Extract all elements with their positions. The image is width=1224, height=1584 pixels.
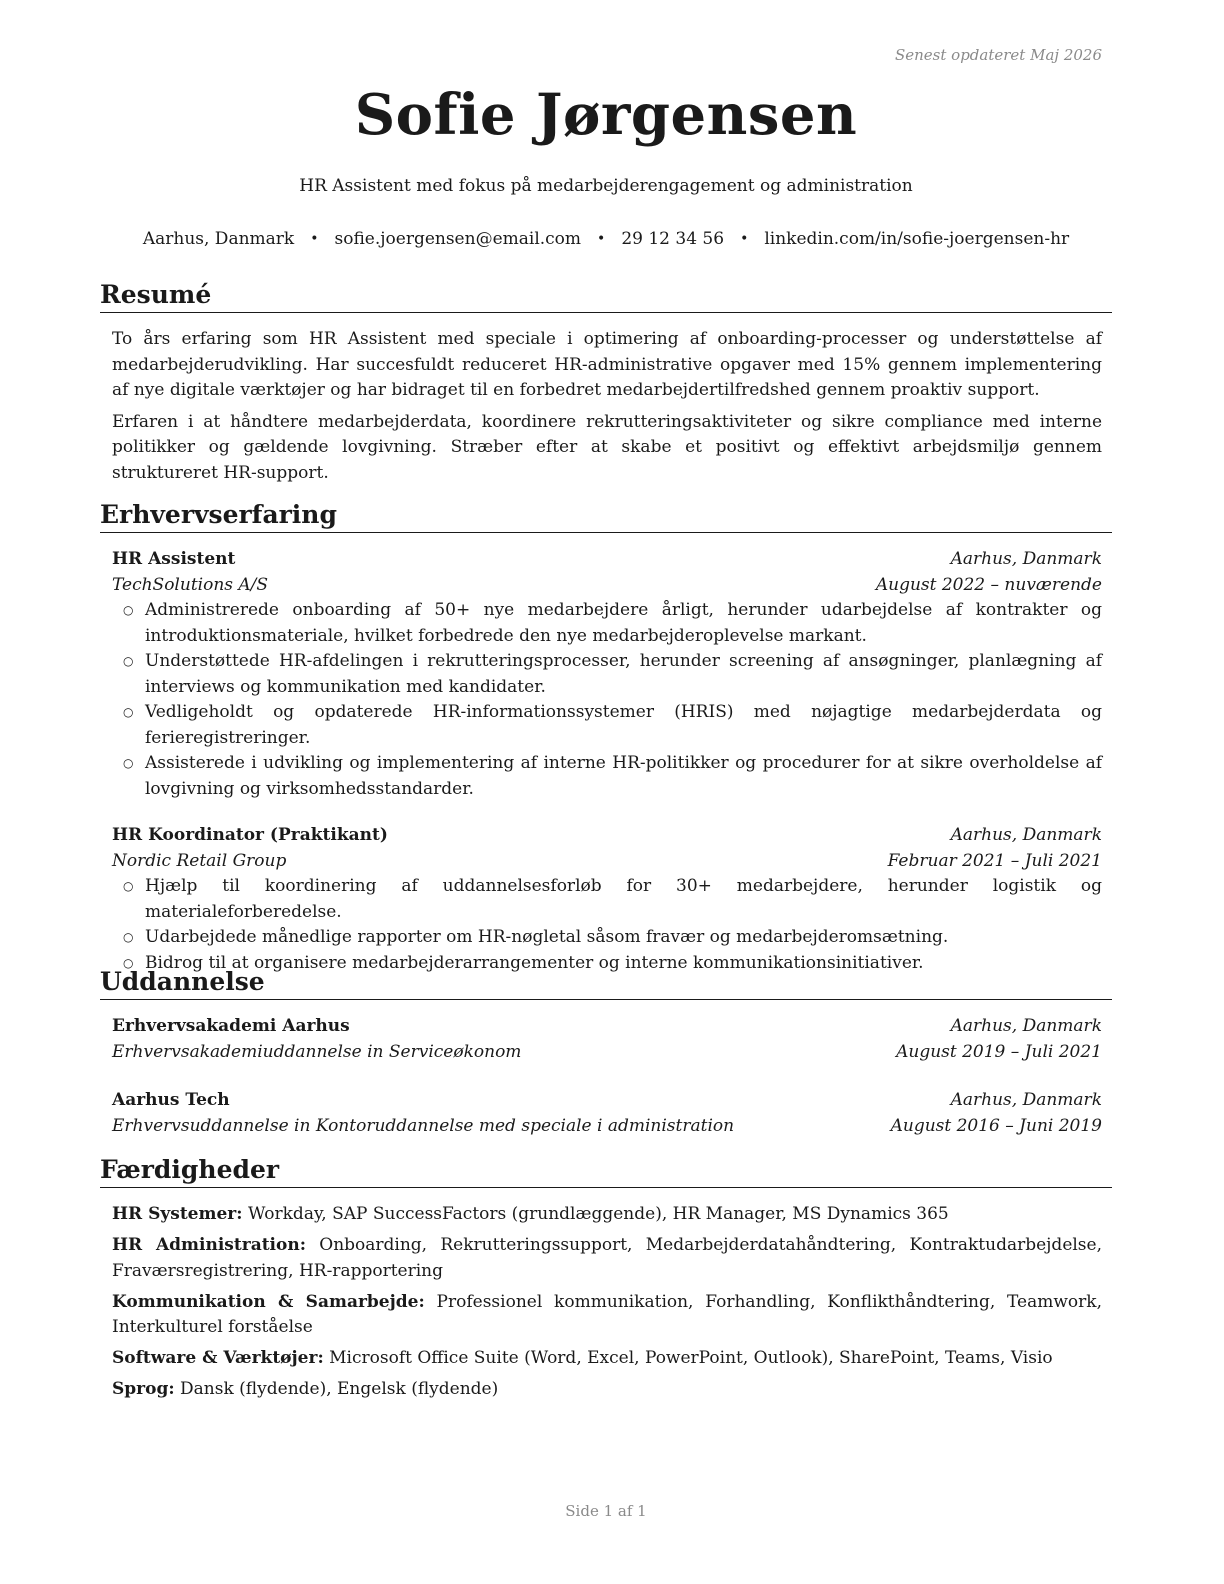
job-location: Aarhus, Danmark — [950, 549, 1102, 569]
job-entry — [112, 547, 1102, 802]
circle-bullet-icon: ○ — [123, 756, 134, 770]
job-bullets — [112, 598, 1102, 802]
section-title: Erhvervserfaring — [100, 500, 1112, 533]
skill-label: Software & Værktøjer: — [112, 1348, 324, 1368]
degree-name: Erhvervsakademiuddannelse in Serviceøkonom — [112, 1041, 522, 1062]
candidate-name: Sofie Jørgensen — [354, 82, 858, 148]
job-title: HR Koordinator (Praktikant) — [112, 825, 388, 845]
last-updated: Senest opdateret Maj 2026 — [894, 46, 1102, 64]
education-dates: August 2019 – Juli 2021 — [896, 1041, 1102, 1062]
separator-bullet: • — [310, 231, 319, 247]
company-name: Nordic Retail Group — [112, 850, 287, 871]
circle-bullet-icon: ○ — [123, 603, 134, 617]
separator-bullet: • — [740, 231, 749, 247]
job-entry — [112, 823, 1102, 976]
skill-label: Kommunikation & Samarbejde: — [112, 1291, 425, 1312]
section-title: Resumé — [100, 280, 1112, 313]
list-item: ○ Hjælp til koordinering af uddannelsesforløb for 30+ medarbejdere, herunder logistik og materialeforberedelse. — [123, 876, 1102, 922]
list-item: ○ Administrerede onboarding af 50+ nye medarbejdere årligt, herunder udarbejdelse af kontrakter og introduktionsmateriale, hvilket forbedrede den nye medarbejderoplevelse markant. — [123, 600, 1102, 646]
skill-row — [112, 1290, 1102, 1341]
school-location: Aarhus, Danmark — [950, 1016, 1102, 1036]
skill-label: Sprog: — [112, 1379, 175, 1399]
circle-bullet-icon: ○ — [123, 930, 134, 944]
skill-label: HR Administration: — [112, 1235, 306, 1255]
degree-name: Erhvervsuddannelse in Kontoruddannelse med speciale i administration — [112, 1115, 735, 1136]
section-experience — [100, 500, 1112, 976]
job-title: HR Assistent — [112, 549, 236, 569]
skill-text: Microsoft Office Suite (Word, Excel, PowerPoint, Outlook), SharePoint, Teams, Visio — [329, 1348, 1053, 1368]
list-item: ○ Assisterede i udvikling og implementering af interne HR-politikker og procedurer for at sikre overholdelse af lovgivning og virksomhedsstandarder. — [123, 753, 1102, 799]
separator-bullet: • — [597, 231, 606, 247]
section-title: Færdigheder — [100, 1155, 1112, 1188]
company-name: TechSolutions A/S — [112, 574, 269, 595]
education-entry — [112, 1088, 1102, 1139]
contact-phone[interactable]: 29 12 34 56 — [621, 229, 725, 249]
headline: HR Assistent med fokus på medarbejderengagement og administration — [299, 176, 913, 196]
list-item: ○ Vedligeholdt og opdaterede HR-informationssystemer (HRIS) med nøjagtige medarbejderdata og ferieregistreringer. — [123, 702, 1102, 748]
page-number: Side 1 af 1 — [565, 1502, 647, 1520]
skill-text: Professionel kommunikation, Forhandling, Konflikthåndtering, Teamwork, Interkulturel forståelse — [112, 1291, 1102, 1337]
contact-location: Aarhus, Danmark — [142, 229, 295, 249]
skill-row — [112, 1377, 1102, 1403]
list-item: ○ Bidrog til at organisere medarbejderarrangementer og interne kommunikationsinitiativer. — [112, 951, 1102, 977]
circle-bullet-icon: ○ — [123, 955, 134, 970]
education-entry — [112, 1014, 1102, 1065]
job-location: Aarhus, Danmark — [950, 825, 1102, 845]
circle-bullet-icon: ○ — [123, 705, 134, 719]
list-item: ○ Udarbejdede månedlige rapporter om HR-nøgletal såsom fravær og medarbejderomsætning. — [112, 925, 1102, 951]
school-name: Aarhus Tech — [112, 1090, 230, 1110]
section-education — [100, 967, 1112, 1139]
job-bullets — [112, 874, 1102, 976]
skill-text: Dansk (flydende), Engelsk (flydende) — [180, 1379, 499, 1399]
circle-bullet-icon: ○ — [123, 879, 134, 893]
section-skills — [100, 1155, 1112, 1403]
circle-bullet-icon: ○ — [123, 654, 134, 668]
skill-row — [112, 1202, 1102, 1228]
resume-page — [100, 0, 1112, 1584]
skill-label: HR Systemer: — [112, 1204, 243, 1224]
school-location: Aarhus, Danmark — [950, 1090, 1102, 1110]
school-name: Erhvervsakademi Aarhus — [112, 1016, 350, 1036]
education-dates: August 2016 – Juni 2019 — [890, 1115, 1102, 1136]
contact-email[interactable]: sofie.joergensen@email.com — [334, 229, 582, 249]
resume-paragraph: To års erfaring som HR Assistent med speciale i optimering af onboarding-processer og understøttelse af medarbejderudvikling. Har succesfuldt reduceret HR-administrative opgaver med 15% gennem implementering af nye digitale værktøjer og har bidraget til en forbedret medarbejdertilfredshed gennem proaktiv support. — [112, 329, 1102, 400]
skill-text: Onboarding, Rekrutteringssupport, Medarbejderdatahåndtering, Kontraktudarbejdelse, Fraværsregistrering, HR-rapportering — [112, 1235, 1102, 1281]
resume-paragraph: Erfaren i at håndtere medarbejderdata, koordinere rekrutteringsaktiviteter og sikre compliance med interne politikker og gældende lovgivning. Stræber efter at skabe et positivt og effektivt arbejdsmiljø gennem struktureret HR-support. — [112, 411, 1102, 483]
list-item: ○ Understøttede HR-afdelingen i rekrutteringsprocesser, herunder screening af ansøgninger, planlægning af interviews og kommunikation med kandidater. — [123, 651, 1102, 697]
skill-row — [112, 1346, 1102, 1372]
job-dates: Februar 2021 – Juli 2021 — [887, 850, 1102, 871]
contact-linkedin[interactable]: linkedin.com/in/sofie-joergensen-hr — [764, 229, 1070, 249]
section-title: Uddannelse — [100, 967, 1112, 1000]
skill-row — [112, 1233, 1102, 1284]
job-dates: August 2022 – nuværende — [875, 574, 1102, 595]
skill-text: Workday, SAP SuccessFactors (grundlæggende), HR Manager, MS Dynamics 365 — [247, 1204, 949, 1224]
section-resume — [100, 280, 1112, 486]
contact-line — [100, 229, 1112, 249]
